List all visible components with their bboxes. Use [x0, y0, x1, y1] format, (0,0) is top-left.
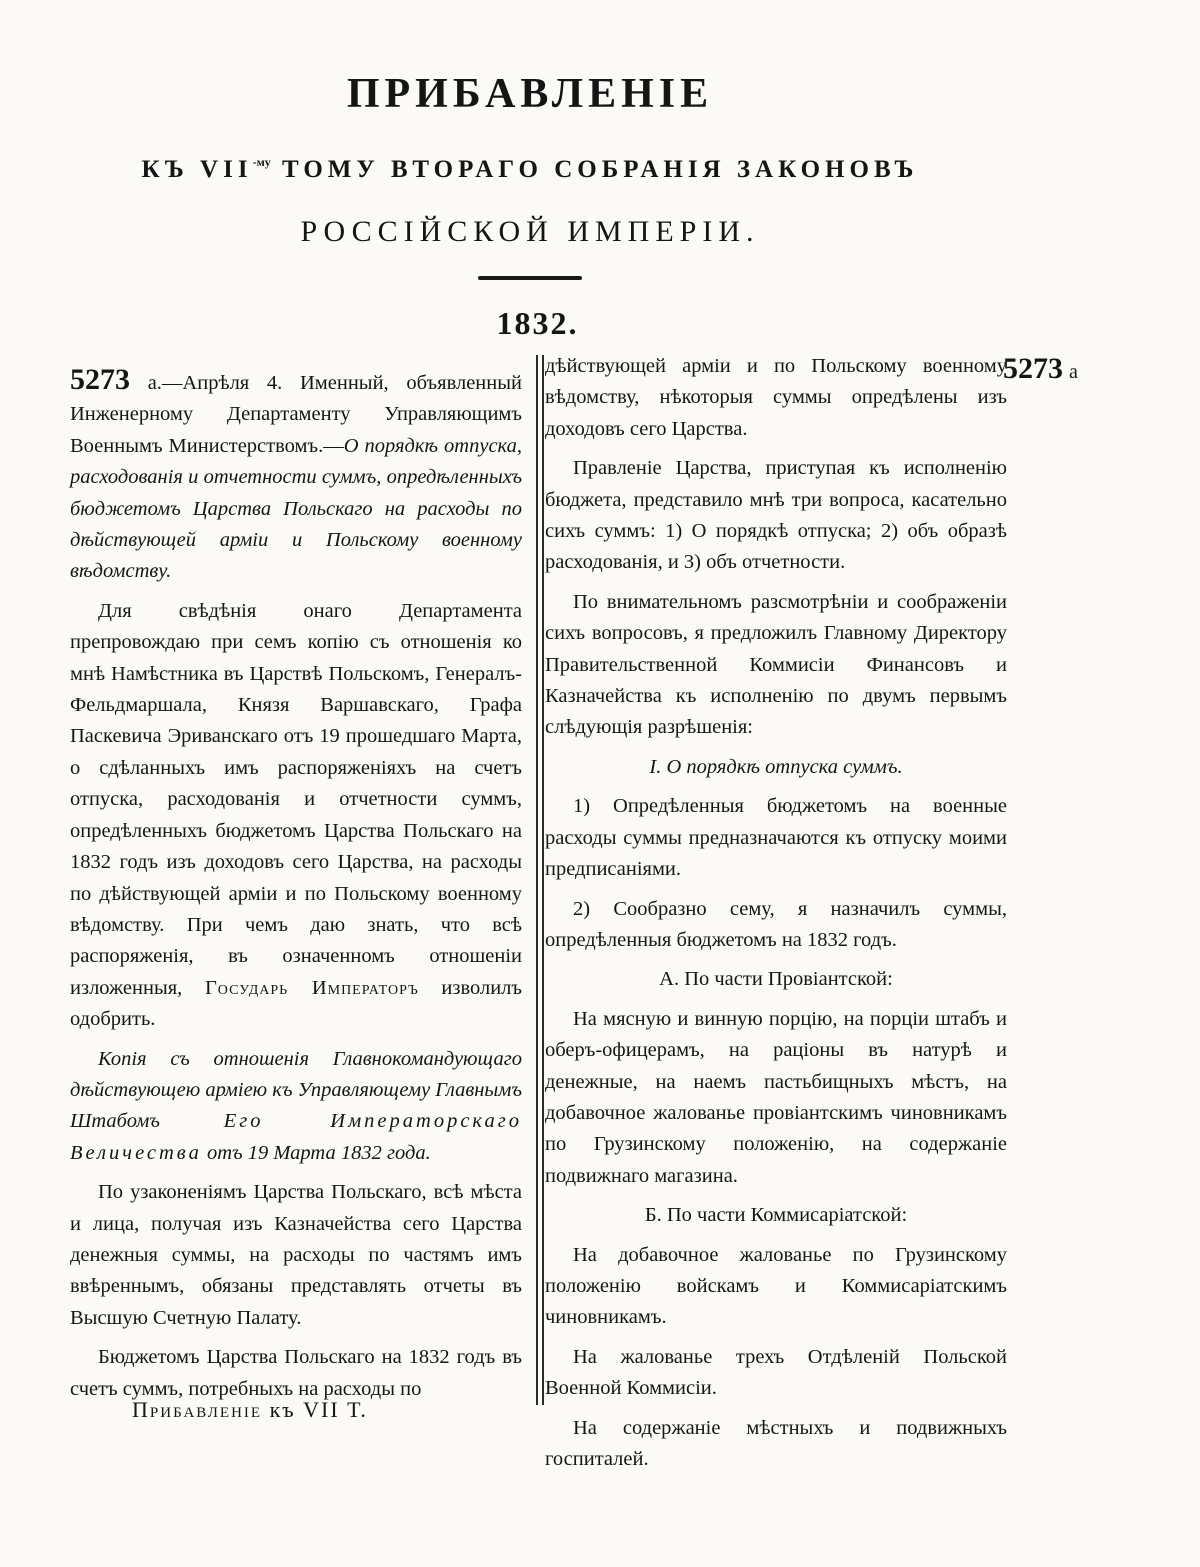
paragraph: Правленіе Царства, приступая къ исполненію бюджета, представило мнѣ три вопроса, касательно сихъ суммъ: 1) О порядкѣ отпуска; 2) объ образѣ расходованія, и 3) объ отчетности. — [545, 457, 1007, 574]
title-divider — [478, 276, 582, 280]
sovereign-title: Государь Императоръ — [204, 976, 419, 999]
paragraph: На добавочное жалованье по Грузинскому положенію войскамъ и Коммисаріатскимъ чиновникамъ. — [545, 1243, 1007, 1329]
page-subtitle-empire: РОССІЙСКОЙ ИМПЕРІИ. — [300, 215, 760, 248]
paragraph: На содержаніе мѣстныхъ и подвижныхъ госпиталей. — [545, 1416, 1007, 1470]
subtitle-superscript: -му — [252, 155, 271, 169]
subsection-heading: А. По части Провіантской: — [659, 968, 893, 991]
paragraph: По внимательномъ разсмотрѣніи и соображеніи сихъ вопросовъ, я предложилъ Главному Директору Правительственной Коммисіи Финансовъ и Казначейства къ исполненію по двумъ первымъ слѣдующія разрѣшенія: — [545, 590, 1007, 739]
right-column — [545, 351, 1007, 1483]
margin-letter: а — [1069, 361, 1078, 383]
majesty-title: Его Императорскаго Величества — [70, 1110, 522, 1164]
paragraph — [70, 596, 522, 1036]
article-number: 5273 — [70, 363, 130, 396]
copy-heading-text: Копія съ отношенія Главнокомандующаго дѣйствующею арміею къ Управляющему Главнымъ Штабомъ — [70, 1047, 522, 1133]
paragraph: На мясную и винную порцію, на порціи штабъ и оберъ-офицерамъ, на раціоны въ натурѣ и денежные, на наемъ пастьбищныхъ мѣстъ, на добавочное жалованье провіантскимъ чиновникамъ по Грузинскому положенію, на содержаніе подвижнаго магазина. — [545, 1007, 1007, 1187]
column-divider-left — [536, 355, 538, 1405]
page-title: ПРИБАВЛЕНІЕ — [346, 71, 714, 117]
paragraph: дѣйствующей арміи и по Польскому военному вѣдомству, нѣкоторыя суммы опредѣлены изъ доходовъ сего Царства. — [545, 355, 1007, 440]
subtitle-rest: ТОМУ ВТОРАГО СОБРАНІЯ ЗАКОНОВЪ — [270, 156, 919, 183]
article-intro-text: а.—Апрѣля 4. Именный, объявленный Инженерному Департаменту Управляющимъ Военнымъ Министерствомъ.— — [70, 372, 522, 457]
page-footer-signature — [132, 1397, 368, 1423]
left-column — [70, 364, 522, 1413]
paragraph: 1) Опредѣленныя бюджетомъ на военные расходы суммы предназначаются къ отпуску моими предписаніями. — [545, 795, 1007, 881]
paragraph-end: изволилъ одобрить. — [70, 976, 522, 1031]
copy-heading — [70, 1044, 522, 1170]
margin-number: 5273 — [1003, 352, 1063, 385]
paragraph: 2) Сообразно сему, я назначилъ суммы, опредѣленныя бюджетомъ на 1832 годъ. — [545, 897, 1007, 951]
paragraph: Бюджетомъ Царства Польскаго на 1832 годъ въ счетъ суммъ, потребныхъ на расходы по — [70, 1346, 522, 1400]
article-subject: О порядкѣ отпуска, расходованія и отчетности суммъ, опредѣленныхъ бюджетомъ Царства Польскаго на расходы по дѣйствующей арміи и Польскому военному вѣдомству. — [70, 434, 523, 583]
subtitle-prefix: КЪ VII — [141, 156, 253, 183]
paragraph-text: Для свѣдѣнія онаго Департамента препровождаю при семъ копію съ отношенія ко мнѣ Намѣстника въ Царствѣ Польскомъ, Генералъ-Фельдмаршала, Князя Варшавскаго, Графа Паскевича Эриванскаго отъ 19 прошедшаго Марта, о сдѣланныхъ имъ распоряженіяхъ на счетъ отпуска, расходованія и отчетности суммъ, опредѣленныхъ бюджетомъ Царства Польскаго на 1832 годъ изъ доходовъ сего Царства, на расходы по дѣйствующей арміи и по Польскому военному вѣдомству. При чемъ даю знать, что всѣ распоряженія, въ означенномъ отношеніи изложенныя, — [70, 599, 522, 999]
paragraph: По узаконеніямъ Царства Польскаго, всѣ мѣста и лица, получая изъ Казначейства сего Царства денежныя суммы, на расходы по частямъ имъ ввѣреннымъ, обязаны представлять отчеты въ Высшую Счетную Палату. — [70, 1181, 522, 1329]
year-heading: 1832. — [496, 305, 579, 341]
column-divider-right — [542, 355, 544, 1405]
paragraph: На жалованье трехъ Отдѣленій Польской Военной Коммисіи. — [545, 1345, 1007, 1400]
section-heading: I. О порядкѣ отпуска суммъ. — [649, 755, 903, 778]
margin-article-number — [1003, 352, 1078, 386]
subsection-heading: Б. По части Коммисаріатской: — [644, 1204, 908, 1227]
footer-text: къ VII Т. — [262, 1397, 368, 1422]
copy-heading-end: отъ 19 Марта 1832 года. — [201, 1141, 431, 1164]
article-intro — [70, 364, 522, 588]
page-subtitle — [0, 155, 1060, 184]
footer-label: Прибавленіе — [132, 1397, 263, 1422]
